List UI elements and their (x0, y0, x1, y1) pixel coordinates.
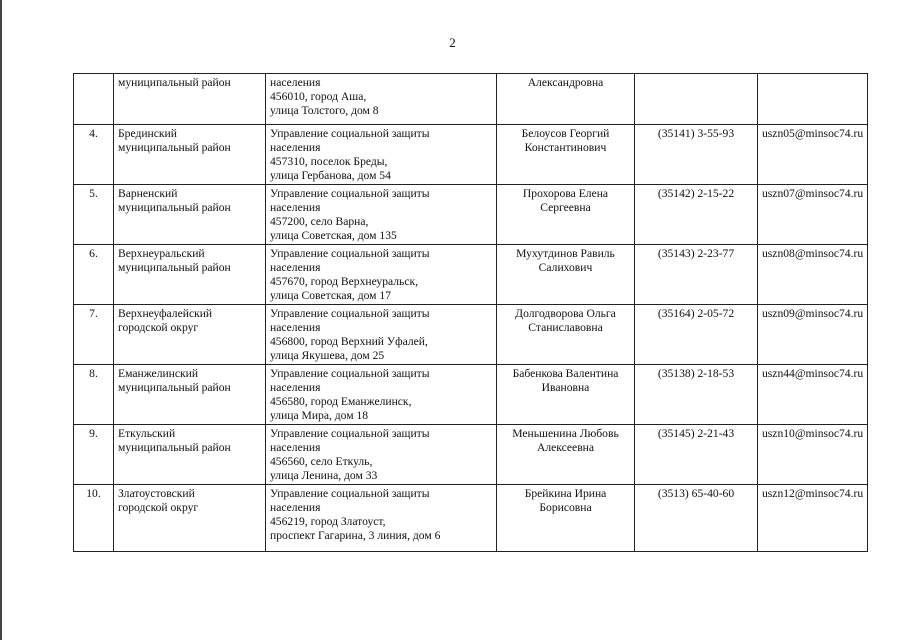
org-line: Управление социальной защиты (270, 487, 430, 500)
org-line: населения (270, 501, 321, 514)
cell-phone (635, 185, 758, 245)
table-row (74, 245, 868, 305)
cell-phone (635, 365, 758, 425)
cell-organization (266, 185, 497, 245)
row-number: 4. (89, 127, 98, 140)
org-line: улица Советская, дом 17 (270, 289, 391, 302)
phone-number: (35143) 2-23-77 (657, 247, 735, 260)
head-line: Борисовна (539, 501, 592, 514)
head-line: Бабенкова Валентина (512, 367, 619, 380)
area-line: Варненский (118, 187, 178, 200)
cell-number (74, 425, 114, 485)
row-number: 7. (89, 307, 98, 320)
area-line: Верхнеуральский (118, 247, 205, 260)
page-edge-line (0, 0, 2, 640)
phone-number: (35138) 2-18-53 (657, 367, 735, 380)
org-line: улица Мира, дом 18 (270, 409, 369, 422)
table-row (74, 185, 868, 245)
cell-email (758, 74, 868, 125)
area-line: Еткульский (118, 427, 176, 440)
org-line: населения (270, 321, 321, 334)
head-line: Мухутдинов Равиль (516, 247, 615, 260)
page-number: 2 (449, 35, 456, 50)
cell-head (497, 245, 635, 305)
org-line: населения (270, 76, 321, 89)
org-line: 456800, город Верхний Уфалей, (270, 335, 428, 348)
cell-number (74, 125, 114, 185)
head-line: Константинович (524, 141, 607, 154)
org-line: Управление социальной защиты (270, 427, 430, 440)
email-address: uszn12@minsoc74.ru (762, 487, 864, 500)
cell-organization (266, 485, 497, 552)
cell-number (74, 365, 114, 425)
phone-number: (35164) 2-05-72 (657, 307, 735, 320)
head-line: Алексеевна (536, 441, 595, 454)
cell-phone (635, 74, 758, 125)
org-line: 457670, город Верхнеуральск, (270, 275, 419, 288)
departments-table (73, 73, 868, 552)
phone-number: (35142) 2-15-22 (657, 187, 735, 200)
org-line: 457200, село Варна, (270, 215, 369, 228)
cell-email (758, 425, 868, 485)
head-line: Белоусов Георгий (521, 127, 610, 140)
cell-number (74, 74, 114, 125)
cell-area (114, 74, 266, 125)
cell-head (497, 74, 635, 125)
phone-number: (3513) 65-40-60 (657, 487, 735, 500)
phone-number: (35145) 2-21-43 (657, 427, 735, 440)
area-line: муниципальный район (118, 201, 231, 214)
org-line: Управление социальной защиты (270, 367, 430, 380)
head-line: Ивановна (541, 381, 590, 394)
cell-area (114, 305, 266, 365)
head-line: Салихович (538, 261, 593, 274)
cell-number (74, 245, 114, 305)
row-number: 6. (89, 247, 98, 260)
cell-email (758, 185, 868, 245)
area-line: Брединский (118, 127, 177, 140)
cell-organization (266, 74, 497, 125)
row-number: 8. (89, 367, 98, 380)
table-row (74, 74, 868, 125)
org-line: 456219, город Златоуст, (270, 515, 386, 528)
cell-area (114, 485, 266, 552)
area-line: Еманжелинский (118, 367, 199, 380)
org-line: Управление социальной защиты (270, 247, 430, 260)
cell-organization (266, 125, 497, 185)
cell-phone (635, 485, 758, 552)
area-line: городской округ (118, 321, 199, 334)
cell-head (497, 485, 635, 552)
area-line: муниципальный район (118, 381, 231, 394)
org-line: населения (270, 441, 321, 454)
row-number: 10. (86, 487, 101, 500)
area-line: муниципальный район (118, 261, 231, 274)
org-line: 456560, село Еткуль, (270, 455, 373, 468)
cell-number (74, 305, 114, 365)
org-line: улица Советская, дом 135 (270, 229, 397, 242)
head-line: Брейкина Ирина (524, 487, 607, 500)
head-line: Меньшенина Любовь (512, 427, 619, 440)
org-line: 457310, поселок Бреды, (270, 155, 388, 168)
area-line: Златоустовский (118, 487, 195, 500)
cell-head (497, 425, 635, 485)
table-row (74, 425, 868, 485)
cell-email (758, 365, 868, 425)
org-line: Управление социальной защиты (270, 187, 430, 200)
cell-head (497, 185, 635, 245)
area-line: Верхнеуфалейский (118, 307, 213, 320)
cell-organization (266, 245, 497, 305)
head-line: Станиславовна (528, 321, 603, 334)
cell-phone (635, 245, 758, 305)
head-line: Александровна (527, 76, 604, 89)
head-line: Долгодворова Ольга (515, 307, 616, 320)
org-line: улица Ленина, дом 33 (270, 469, 378, 482)
org-line: улица Якушева, дом 25 (270, 349, 385, 362)
cell-number (74, 485, 114, 552)
cell-head (497, 365, 635, 425)
head-line: Сергеевна (540, 201, 591, 214)
org-line: проспект Гагарина, 3 линия, дом 6 (270, 529, 441, 542)
row-number: 5. (89, 187, 98, 200)
table-row (74, 305, 868, 365)
cell-email (758, 305, 868, 365)
email-address: uszn05@minsoc74.ru (762, 127, 864, 140)
cell-head (497, 125, 635, 185)
org-line: 456580, город Еманжелинск, (270, 395, 412, 408)
cell-phone (635, 125, 758, 185)
head-line: Прохорова Елена (522, 187, 609, 200)
cell-organization (266, 365, 497, 425)
area-line: муниципальный район (118, 76, 231, 89)
area-line: муниципальный район (118, 441, 231, 454)
email-address: uszn10@minsoc74.ru (762, 427, 864, 440)
org-line: населения (270, 141, 321, 154)
area-line: городской округ (118, 501, 199, 514)
area-line: муниципальный район (118, 141, 231, 154)
cell-email (758, 485, 868, 552)
org-line: 456010, город Аша, (270, 90, 367, 103)
cell-phone (635, 425, 758, 485)
cell-area (114, 365, 266, 425)
org-line: улица Толстого, дом 8 (270, 104, 379, 117)
email-address: uszn07@minsoc74.ru (762, 187, 864, 200)
org-line: населения (270, 261, 321, 274)
cell-area (114, 425, 266, 485)
cell-head (497, 305, 635, 365)
cell-area (114, 245, 266, 305)
cell-organization (266, 425, 497, 485)
email-address: uszn44@minsoc74.ru (762, 367, 864, 380)
table-row (74, 485, 868, 552)
org-line: населения (270, 381, 321, 394)
cell-email (758, 125, 868, 185)
table-row (74, 125, 868, 185)
org-line: Управление социальной защиты (270, 127, 430, 140)
row-number: 9. (89, 427, 98, 440)
table-row (74, 365, 868, 425)
org-line: Управление социальной защиты (270, 307, 430, 320)
email-address: uszn08@minsoc74.ru (762, 247, 864, 260)
org-line: населения (270, 201, 321, 214)
cell-area (114, 185, 266, 245)
org-line: улица Гербанова, дом 54 (270, 169, 391, 182)
cell-number (74, 185, 114, 245)
phone-number: (35141) 3-55-93 (657, 127, 735, 140)
email-address: uszn09@minsoc74.ru (762, 307, 864, 320)
cell-email (758, 245, 868, 305)
cell-phone (635, 305, 758, 365)
cell-area (114, 125, 266, 185)
cell-organization (266, 305, 497, 365)
